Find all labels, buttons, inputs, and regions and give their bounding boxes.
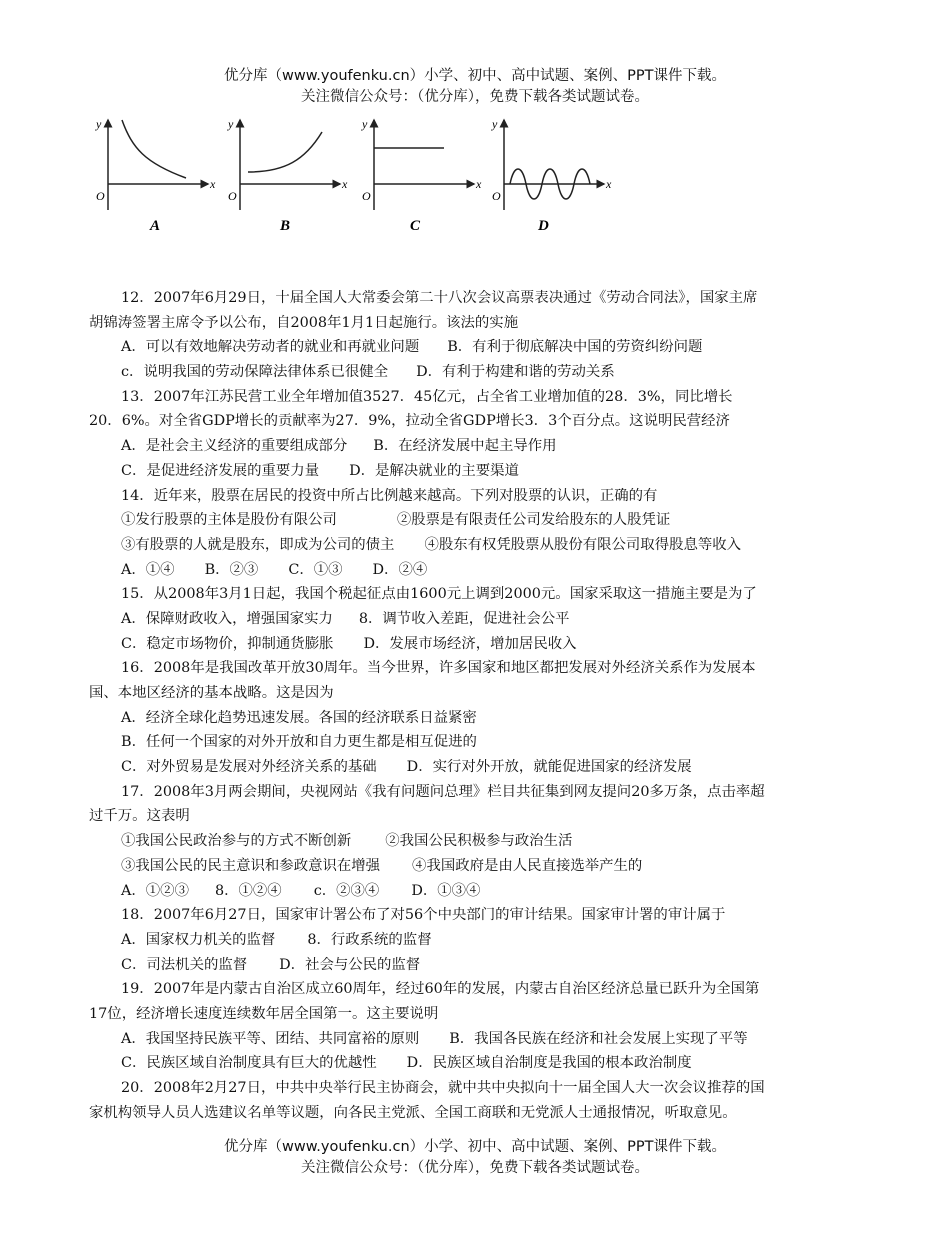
option-text: ①我国公民政治参与的方式不断创新 [121, 833, 352, 850]
text-line [89, 681, 859, 706]
graph-b [227, 117, 348, 210]
option-text: ②我国公民积极参与政治生活 [385, 833, 573, 850]
text-line [89, 977, 859, 1002]
option-text: D．②④ [372, 561, 428, 578]
option-text: A．①④ [121, 561, 175, 578]
option-text: B．我国各民族在经济和社会发展上实现了平等 [449, 1030, 748, 1047]
option-text: B．②③ [204, 561, 259, 578]
option-text: A．国家权力机关的监督 [121, 931, 276, 948]
line-text: 胡锦涛签署主席令予以公布，自2008年1月1日起施行。该法的实施 [89, 314, 519, 331]
option-text: A．①②③ [121, 882, 189, 899]
line-text: 19．2007年是内蒙古自治区成立60周年，经过60年的发展，内蒙古自治区经济总量已跃升为全国第 [121, 981, 760, 998]
graph-a [95, 117, 216, 210]
line-text: 13．2007年江苏民营工业全年增加值3527．45亿元，占全省工业增加值的28．3%，同比增长 [121, 388, 733, 405]
text-line [89, 459, 859, 484]
text-line [89, 286, 859, 311]
text-line [89, 385, 859, 410]
line-text: 国、本地区经济的基本战略。这是因为 [89, 685, 334, 701]
origin-label: O [362, 189, 371, 203]
option-text: D．民族区域自治制度是我国的根本政治制度 [406, 1055, 692, 1072]
option-text: ①发行股票的主体是股份有限公司 [121, 512, 337, 529]
question-body [89, 286, 859, 1125]
text-line [89, 780, 859, 805]
option-text: C．是促进经济发展的重要力量 [121, 462, 320, 479]
option-text: A．可以有效地解决劳动者的就业和再就业问题 [121, 339, 420, 356]
text-line [89, 508, 859, 533]
curve-decreasing [122, 120, 186, 178]
option-text: ④我国政府是由人民直接选举产生的 [412, 857, 643, 874]
text-line [89, 854, 859, 879]
option-text: C．对外贸易是发展对外经济关系的基础 [121, 759, 377, 776]
option-text: ②股票是有限责任公司发给股东的人股凭证 [396, 512, 671, 529]
option-text: A．保障财政收入，增强国家实力 [121, 610, 333, 627]
origin-label: O [96, 189, 105, 203]
x-axis-label: x [606, 177, 612, 191]
text-line [89, 335, 859, 360]
option-text: C．①③ [288, 561, 343, 578]
text-line [89, 360, 859, 385]
text-line [89, 1051, 859, 1076]
text-line [89, 879, 859, 904]
text-line [89, 632, 859, 657]
option-text: D．发展市场经济，增加居民收入 [363, 635, 577, 652]
text-line [89, 706, 859, 731]
graph-options-svg [90, 108, 630, 243]
graph-options [90, 108, 630, 243]
option-text: C．民族区域自治制度具有巨大的优越性 [121, 1055, 377, 1072]
text-line [89, 656, 859, 681]
option-text: D．实行对外开放，就能促进国家的经济发展 [406, 759, 692, 776]
option-text: D．是解决就业的主要渠道 [349, 462, 519, 479]
line-text: 14．近年来，股票在居民的投资中所占比例越来越高。下列对股票的认识，正确的有 [121, 487, 658, 504]
option-text: C．稳定市场物价，抑制通货膨胀 [121, 635, 334, 652]
text-line [89, 953, 859, 978]
text-line [89, 434, 859, 459]
line-text: 17．2008年3月两会期间，央视网站《我有问题问总理》栏目共征集到网友提问20多万条，点击率超 [121, 783, 765, 800]
text-line [89, 1076, 859, 1101]
x-axis-label: x [476, 177, 482, 191]
curve-increasing [248, 132, 322, 172]
option-text: c．②③④ [313, 882, 380, 899]
y-axis-label: y [362, 117, 368, 131]
option-text: B．在经济发展中起主导作用 [373, 438, 557, 455]
line-text: 18．2007年6月27日，国家审计署公布了对56个中央部门的审计结果。国家审计署的审计属于 [121, 907, 726, 924]
text-line [89, 558, 859, 583]
option-text: 8．调节收入差距，促进社会公平 [358, 610, 570, 627]
footer-line-2: 关注微信公众号：（优分库），免费下载各类试题试卷。 [301, 1160, 649, 1176]
graph-label-a: A [150, 218, 161, 234]
line-text: 20．2008年2月27日，中共中央举行民主协商会，就中共中央拟向十一届全国人大一次会议推荐的国 [121, 1080, 765, 1096]
option-text: ③有股票的人就是股东，即成为公司的债主 [121, 536, 395, 553]
text-line [89, 755, 859, 780]
text-line [89, 903, 859, 928]
line-text: 20．6%。对全省GDP增长的贡献率为27．9%，拉动全省GDP增长3．3个百分点。这说明民营经济 [89, 413, 730, 430]
x-axis-label: x [210, 177, 216, 191]
x-axis-label: x [342, 177, 348, 191]
option-text: D．社会与公民的监督 [279, 956, 421, 973]
line-text: A．经济全球化趋势迅速发展。各国的经济联系日益紧密 [121, 709, 477, 726]
text-line [89, 829, 859, 854]
option-text: 8．行政系统的监督 [307, 931, 432, 948]
page-footer [0, 1137, 950, 1179]
graph-label-c: C [410, 218, 421, 234]
graph-label-b: B [280, 218, 291, 234]
line-text: B．任何一个国家的对外开放和自力更生都是相互促进的 [121, 734, 477, 751]
line-text: 过千万。这表明 [89, 808, 190, 825]
line-text: 16．2008年是我国改革开放30周年。当今世界，许多国家和地区都把发展对外经济关系作为发展本 [121, 660, 756, 677]
text-line [89, 928, 859, 953]
footer-line-1: 优分库（www.youfenku.cn）小学、初中、高中试题、案例、PPT课件下载。 [224, 1139, 726, 1155]
text-line [89, 804, 859, 829]
text-line [89, 533, 859, 558]
origin-label: O [492, 189, 501, 203]
y-axis-label: y [492, 117, 498, 131]
line-text: 15．从2008年3月1日起，我国个税起征点由1600元上调到2000元。国家采取这一措施主要是为了 [121, 586, 757, 603]
option-text: ③我国公民的民主意识和参政意识在增强 [121, 857, 381, 874]
option-text: ④股东有权凭股票从股份有限公司取得股息等收入 [424, 536, 742, 553]
line-text: 12．2007年6月29日，十届全国人大常委会第二十八次会议高票表决通过《劳动合同法》，国家主席 [121, 290, 758, 306]
page-header [0, 66, 950, 108]
option-text: A．是社会主义经济的重要组成部分 [121, 438, 348, 455]
text-line [89, 607, 859, 632]
text-line [89, 1027, 859, 1052]
graph-label-d: D [538, 218, 549, 234]
graph-d [491, 117, 612, 210]
text-line [89, 409, 859, 434]
text-line [89, 311, 859, 336]
text-line [89, 484, 859, 509]
option-text: 8．①②④ [214, 882, 282, 899]
line-text: 家机构领导人员人选建议名单等议题，向各民主党派、全国工商联和无党派人士通报情况，听取意见。 [89, 1104, 737, 1121]
option-text: c．说明我国的劳动保障法律体系已很健全 [121, 364, 389, 381]
option-text: A．我国坚持民族平等、团结、共同富裕的原则 [121, 1030, 420, 1047]
y-axis-label: y [228, 117, 234, 131]
option-text: B．有利于彻底解决中国的劳资纠纷问题 [447, 339, 703, 356]
option-text: D．有利于构建和谐的劳动关系 [416, 364, 615, 381]
y-axis-label: y [96, 117, 102, 131]
text-line [89, 1002, 859, 1027]
header-line-1: 优分库（www.youfenku.cn）小学、初中、高中试题、案例、PPT课件下载。 [224, 68, 726, 84]
text-line [89, 730, 859, 755]
text-line [89, 582, 859, 607]
option-text: D．①③④ [411, 882, 481, 899]
option-text: C．司法机关的监督 [121, 956, 248, 973]
origin-label: O [228, 189, 237, 203]
graph-c [361, 117, 482, 210]
text-line [89, 1101, 859, 1126]
line-text: 17位，经济增长速度连续数年居全国第一。这主要说明 [89, 1005, 439, 1022]
header-line-2: 关注微信公众号：（优分库），免费下载各类试题试卷。 [301, 89, 649, 105]
